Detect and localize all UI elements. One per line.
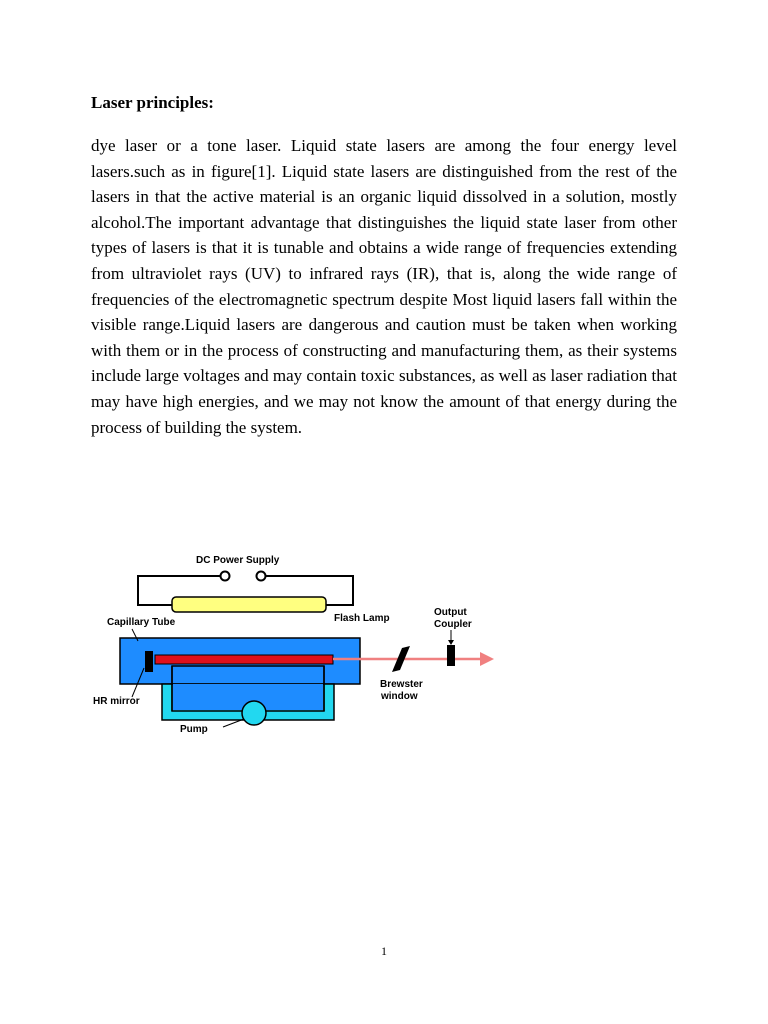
label-hr-mirror: HR mirror (93, 696, 140, 707)
power-terminal-left (221, 572, 230, 581)
beam-arrowhead (480, 652, 494, 666)
dye-laser-diagram (80, 545, 510, 745)
dye-laser-diagram-svg (80, 545, 510, 745)
coupler-arrowhead (448, 640, 454, 645)
flash-lamp (172, 597, 326, 612)
power-terminal-right (257, 572, 266, 581)
label-dc-power-supply: DC Power Supply (196, 555, 280, 566)
body-paragraph: dye laser or a tone laser. Liquid state lasers are among the four energy level lasers.such as in figure[1]. Liquid state lasers are distinguished from the rest of the lasers in that the active material is an organic liquid dissolved in a solution, mostly alcohol.The important advantage that distinguishes the liquid state laser from other types of lasers is that it is tunable and obtains a wide range of frequencies extending from ultraviolet rays (UV) to infrared rays (IR), that is, along the wide range of frequencies of the electromagnetic spectrum despite Most liquid lasers fall within the visible range.Liquid lasers are dangerous and caution must be taken when working with them or in the process of constructing and manufacturing them, as their systems include large voltages and may contain toxic substances, as well as laser radiation that may have high energies, and we may not know the amount of that energy during the process of building the system. (91, 136, 678, 437)
label-brewster: Brewster (380, 679, 423, 690)
page-heading: Laser principles: (91, 93, 214, 112)
capillary-tube (155, 655, 333, 664)
page-number: 1 (381, 944, 387, 958)
label-flash-lamp: Flash Lamp (334, 613, 390, 624)
pump (242, 701, 266, 725)
label-pump: Pump (180, 724, 208, 735)
label-capillary-tube: Capillary Tube (107, 617, 176, 628)
label-window: window (381, 691, 418, 702)
output-coupler (447, 645, 455, 666)
label-output: Output (434, 607, 467, 618)
hr-mirror (145, 651, 153, 672)
label-coupler: Coupler (434, 619, 472, 630)
